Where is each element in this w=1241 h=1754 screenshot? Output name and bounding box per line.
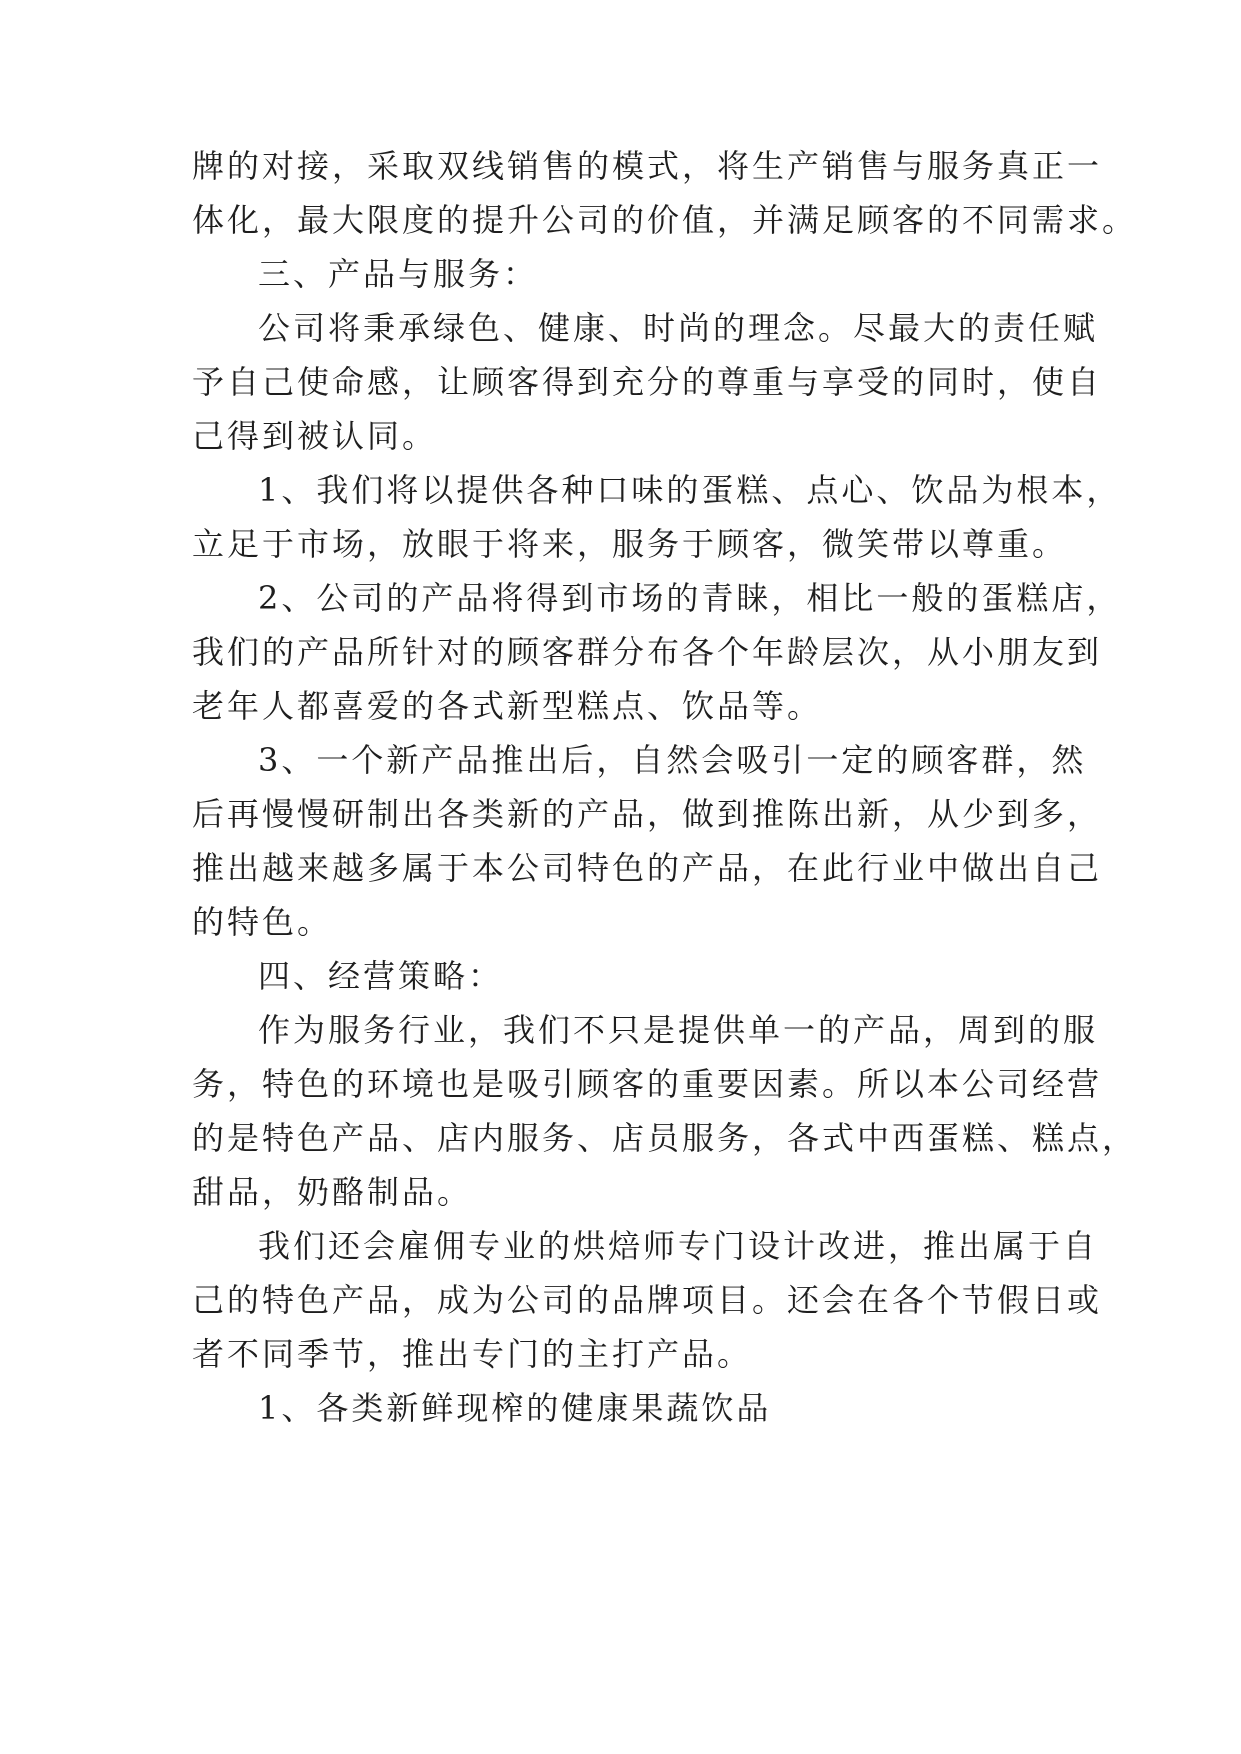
text-line: 的特色。 — [192, 903, 333, 941]
text-line: 者不同季节，推出专门的主打产品。 — [192, 1335, 753, 1373]
text-line: 务，特色的环境也是吸引顾客的重要因素。所以本公司经营 — [192, 1065, 1103, 1103]
text-line: 甜品，奶酪制品。 — [192, 1173, 473, 1211]
text-line: 体化，最大限度的提升公司的价值，并满足顾客的不同需求。 — [192, 201, 1138, 239]
section-heading: 四、经营策略： — [258, 957, 504, 995]
text-line: 予自己使命感，让顾客得到充分的尊重与享受的同时，使自 — [192, 363, 1103, 401]
text-line: 推出越来越多属于本公司特色的产品，在此行业中做出自己 — [192, 849, 1103, 887]
text-line: 1、我们将以提供各种口味的蛋糕、点心、饮品为根本， — [258, 471, 1122, 509]
text-line: 我们还会雇佣专业的烘焙师专门设计改进，推出属于自 — [258, 1227, 1099, 1265]
text-line: 2、公司的产品将得到市场的青睐，相比一般的蛋糕店， — [258, 579, 1122, 617]
text-line: 立足于市场，放眼于将来，服务于顾客，微笑带以尊重。 — [192, 525, 1068, 563]
text-line: 作为服务行业，我们不只是提供单一的产品，周到的服 — [258, 1011, 1099, 1049]
section-heading: 三、产品与服务： — [258, 255, 539, 293]
text-line: 的是特色产品、店内服务、店员服务，各式中西蛋糕、糕点， — [192, 1119, 1138, 1157]
text-line: 后再慢慢研制出各类新的产品，做到推陈出新，从少到多， — [192, 795, 1103, 833]
text-line: 己的特色产品，成为公司的品牌项目。还会在各个节假日或 — [192, 1281, 1103, 1319]
text-line: 公司将秉承绿色、健康、时尚的理念。尽最大的责任赋 — [258, 309, 1099, 347]
text-line: 老年人都喜爱的各式新型糕点、饮品等。 — [192, 687, 823, 725]
text-line: 牌的对接，采取双线销售的模式，将生产销售与服务真正一 — [192, 147, 1103, 185]
text-line: 己得到被认同。 — [192, 417, 438, 455]
text-line: 1、各类新鲜现榨的健康果蔬饮品 — [258, 1389, 772, 1427]
text-line: 我们的产品所针对的顾客群分布各个年龄层次，从小朋友到 — [192, 633, 1103, 671]
text-line: 3、一个新产品推出后，自然会吸引一定的顾客群，然 — [258, 741, 1087, 779]
